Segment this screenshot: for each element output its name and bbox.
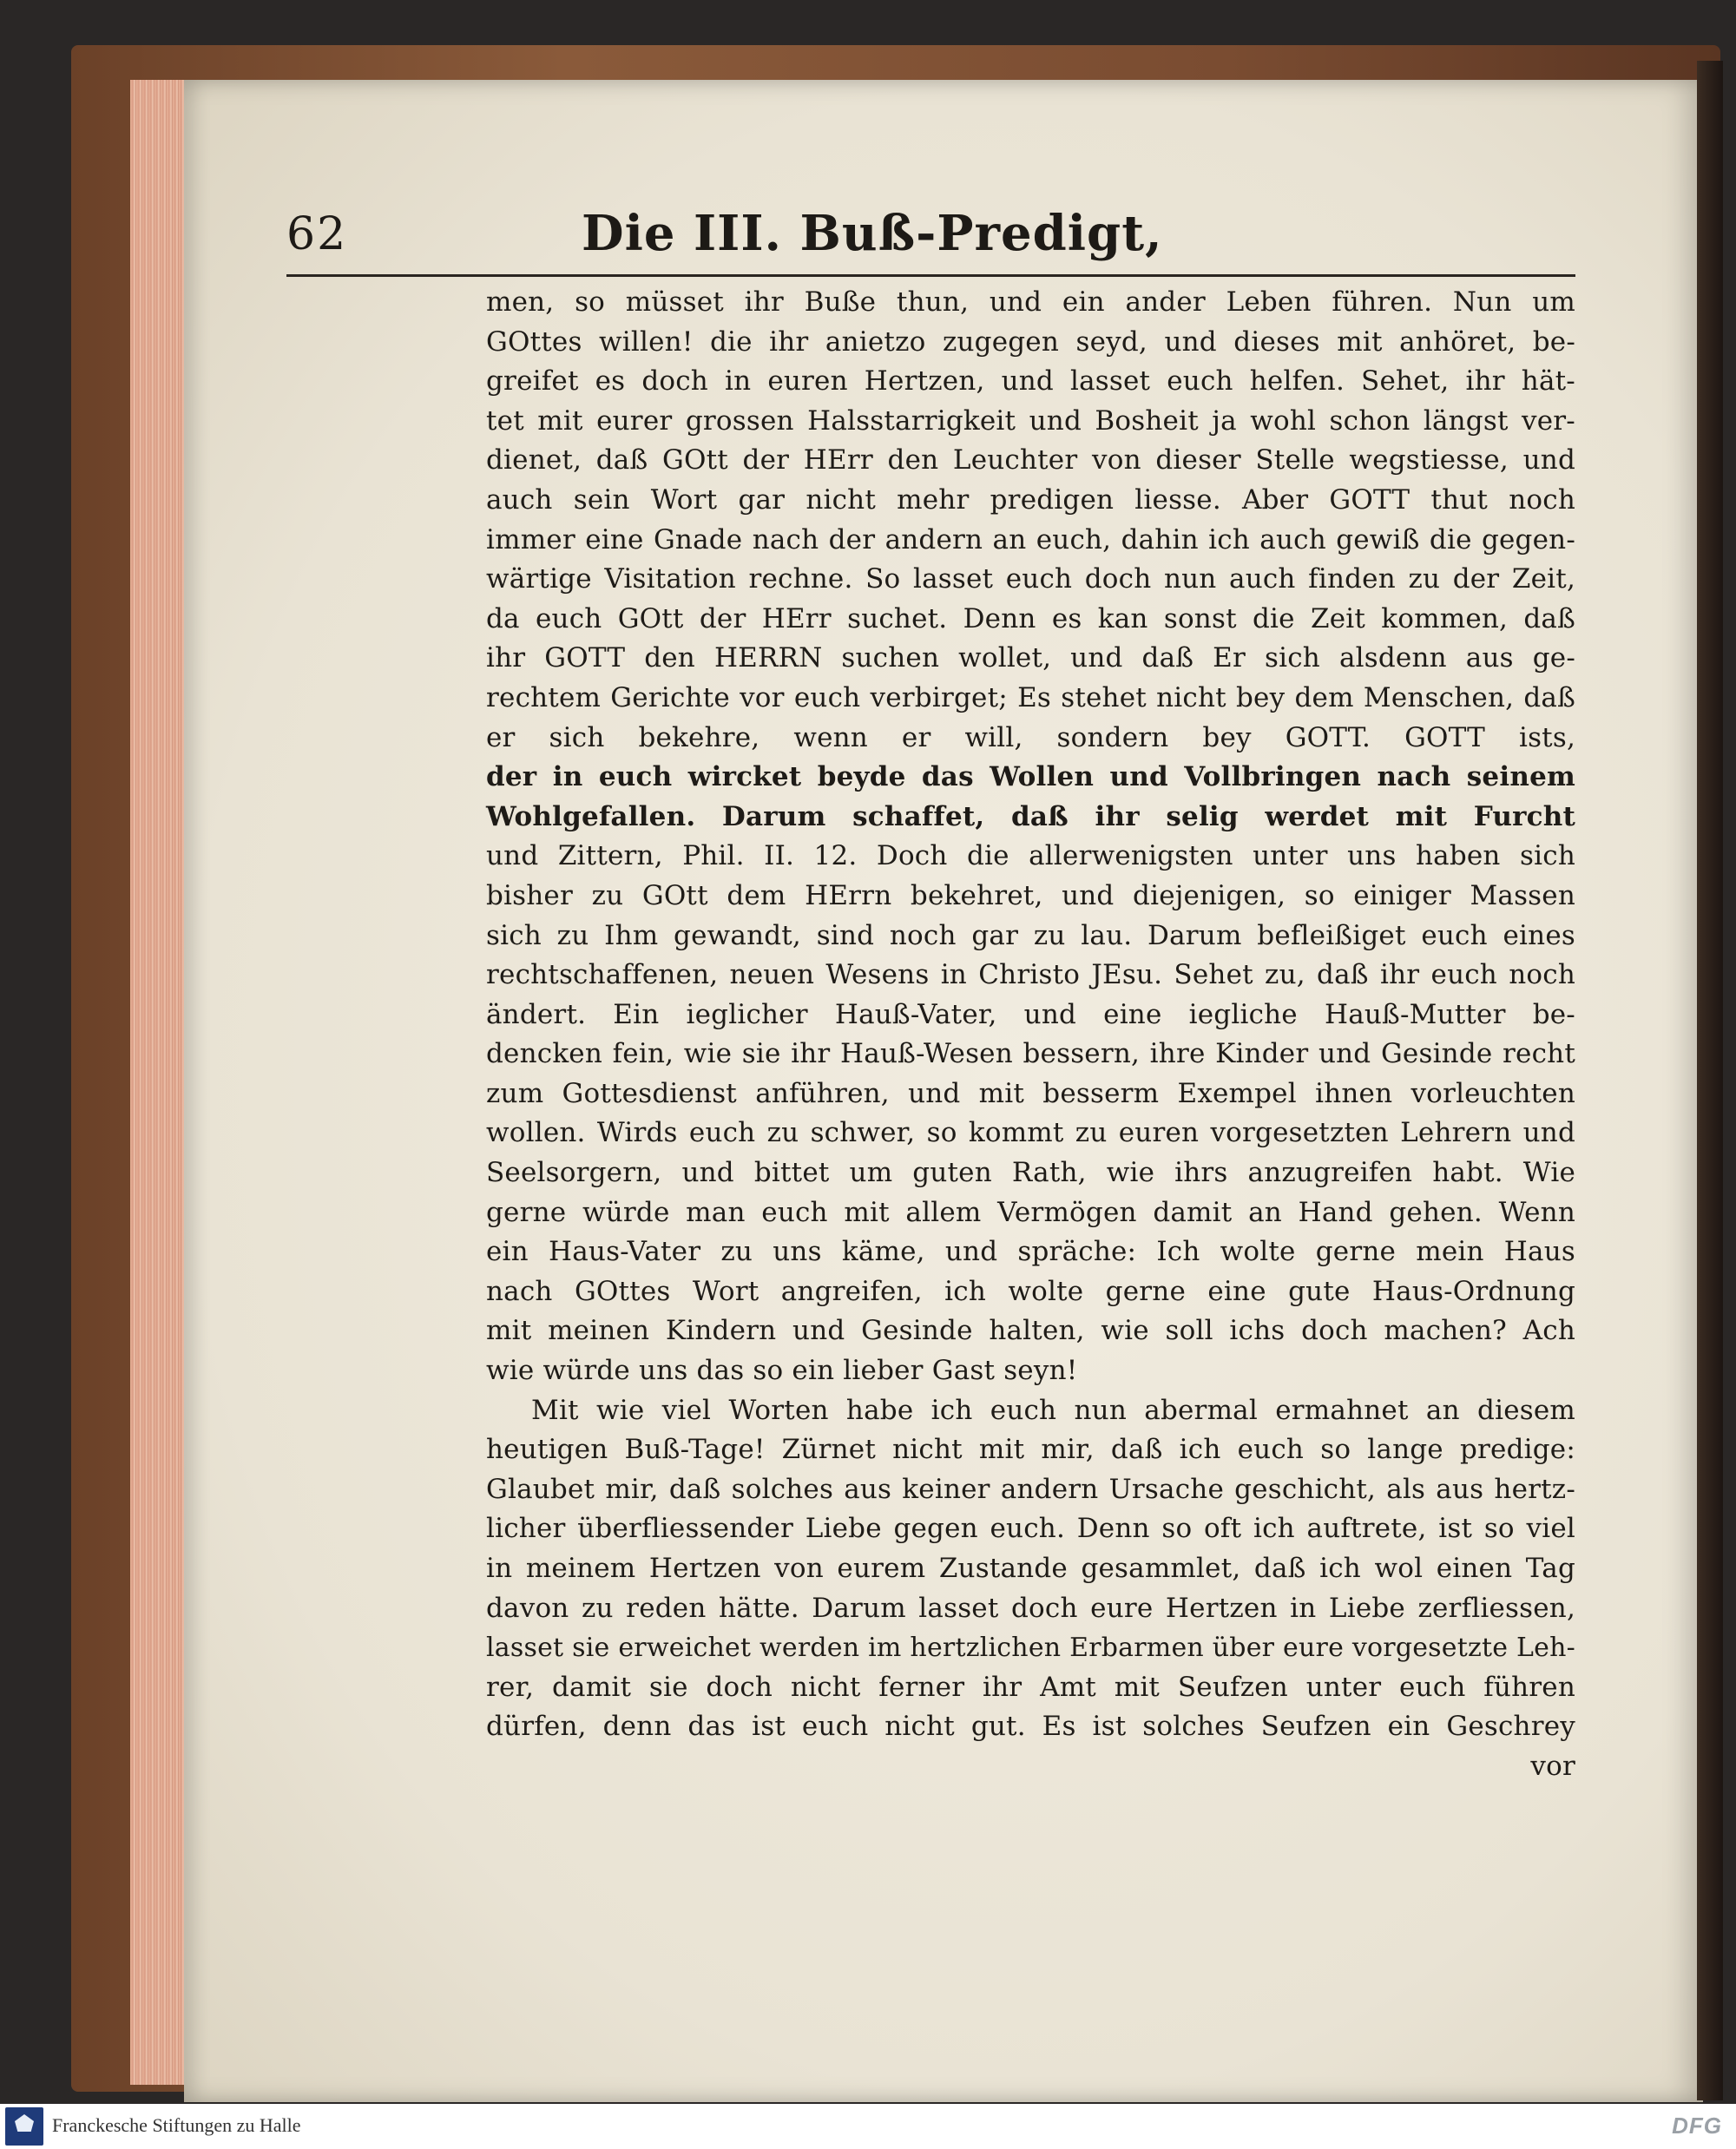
running-title: Die III. Buß-Predigt, [582,205,1163,262]
text-line: gerne würde man euch mit allem Vermögen damit an Hand gehen. Wenn [486,1196,1575,1228]
page-header [286,205,1571,269]
page-body [486,283,1575,1787]
text-line: wollen. Wirds euch zu schwer, so kommt zu euren vorgesetzten Lehrern und [486,1117,1575,1149]
text-line-emphasis: Wohlgefallen. Darum schaffet, daß ihr selig werdet mit Furcht [486,800,1575,832]
binding-gutter [1697,61,1723,2100]
text-line: dürfen, denn das ist euch nicht gut. Es ist solches Seufzen ein Geschrey [486,1711,1575,1743]
text-line: GOttes willen! die ihr anietzo zugegen seyd, und dieses mit anhöret, be- [486,325,1575,358]
text-line: heutigen Buß-Tage! Zürnet nicht mit mir, daß ich euch so lange predige: [486,1434,1575,1466]
header-rule [286,274,1575,277]
text-line: davon zu reden hätte. Darum lasset doch eure Hertzen in Liebe zerfliessen, [486,1592,1575,1624]
text-line: und Zittern, Phil. II. 12. Doch die allerwenigsten unter uns haben sich [486,840,1575,872]
text-line: bisher zu GOtt dem HErrn bekehret, und diejenigen, so einiger Massen [486,879,1575,911]
text-line: men, so müsset ihr Buße thun, und ein ander Leben führen. Nun um [486,286,1575,318]
text-line: sich zu Ihm gewandt, sind noch gar zu lau. Darum befleißiget euch eines [486,919,1575,951]
text-line: ihr GOTT den HERRN suchen wollet, und daß Er sich alsdenn aus ge- [486,642,1575,674]
text-line: da euch GOtt der HErr suchet. Denn es kan sonst die Zeit kommen, daß [486,602,1575,634]
catchword: vor [1530,1750,1575,1782]
text-line: tet mit eurer grossen Halsstarrigkeit und Bosheit ja wohl schon längst ver- [486,404,1575,437]
text-line: Glaubet mir, daß solches aus keiner andern Ursache geschicht, als aus hertz- [486,1473,1575,1505]
text-line: ändert. Ein ieglicher Hauß-Vater, und eine iegliche Hauß-Mutter be- [486,998,1575,1030]
text-line: wie würde uns das so ein lieber Gast seyn! [486,1355,1078,1387]
institution-logo-icon [5,2107,43,2146]
text-line: mit meinen Kindern und Gesinde halten, wie soll ichs doch machen? Ach [486,1315,1575,1347]
text-line: zum Gottesdienst anführen, und mit besserm Exempel ihnen vorleuchten [486,1077,1575,1109]
text-line: greifet es doch in euren Hertzen, und lasset euch helfen. Sehet, ihr hät- [486,365,1575,398]
page-edges [130,80,184,2085]
text-line: lasset sie erweichet werden im hertzlichen Erbarmen über eure vorgesetzte Leh- [486,1633,1575,1664]
paragraph-start-line: Mit wie viel Worten habe ich euch nun abermal ermahnet an diesem [531,1394,1575,1426]
text-line: immer eine Gnade nach der andern an euch, dahin ich auch gewiß die gegen- [486,523,1575,555]
text-line: auch sein Wort gar nicht mehr predigen liesse. Aber GOTT thut noch [486,483,1575,516]
text-line: ein Haus-Vater zu uns käme, und spräche: Ich wolte gerne mein Haus [486,1236,1575,1268]
text-line: in meinem Hertzen von eurem Zustande gesammlet, daß ich wol einen Tag [486,1553,1575,1584]
text-line: rechtschaffenen, neuen Wesens in Christo JEsu. Sehet zu, daß ihr euch noch [486,959,1575,991]
text-line: nach GOttes Wort angreifen, ich wolte gerne eine gute Haus-Ordnung [486,1275,1575,1307]
page-number: 62 [286,208,348,260]
text-line: dienet, daß GOtt der HErr den Leuchter von dieser Stelle wegstiesse, und [486,444,1575,476]
text-line-emphasis: der in euch wircket beyde das Wollen und Vollbringen nach seinem [486,761,1575,793]
text-line: Seelsorgern, und bittet um guten Rath, wie ihrs anzugreifen habt. Wie [486,1157,1575,1189]
text-line: rechtem Gerichte vor euch verbirget; Es stehet nicht bey dem Menschen, daß [486,681,1575,713]
institution-name: Franckesche Stiftungen zu Halle [52,2114,301,2136]
text-line: wärtige Visitation rechne. So lasset euch doch nun auch finden zu der Zeit, [486,563,1575,595]
text-line: dencken fein, wie sie ihr Hauß-Wesen bessern, ihre Kinder und Gesinde recht [486,1038,1575,1070]
text-line: er sich bekehre, wenn er will, sondern bey GOTT. GOTT ists, [486,721,1575,753]
dfg-logo: DFG [1672,2113,1722,2139]
text-line: rer, damit sie doch nicht ferner ihr Amt mit Seufzen unter euch führen [486,1671,1575,1703]
text-line: licher überfliessender Liebe gegen euch. Denn so oft ich auftrete, ist so viel [486,1513,1575,1545]
viewer-footer [0,2104,1736,2149]
